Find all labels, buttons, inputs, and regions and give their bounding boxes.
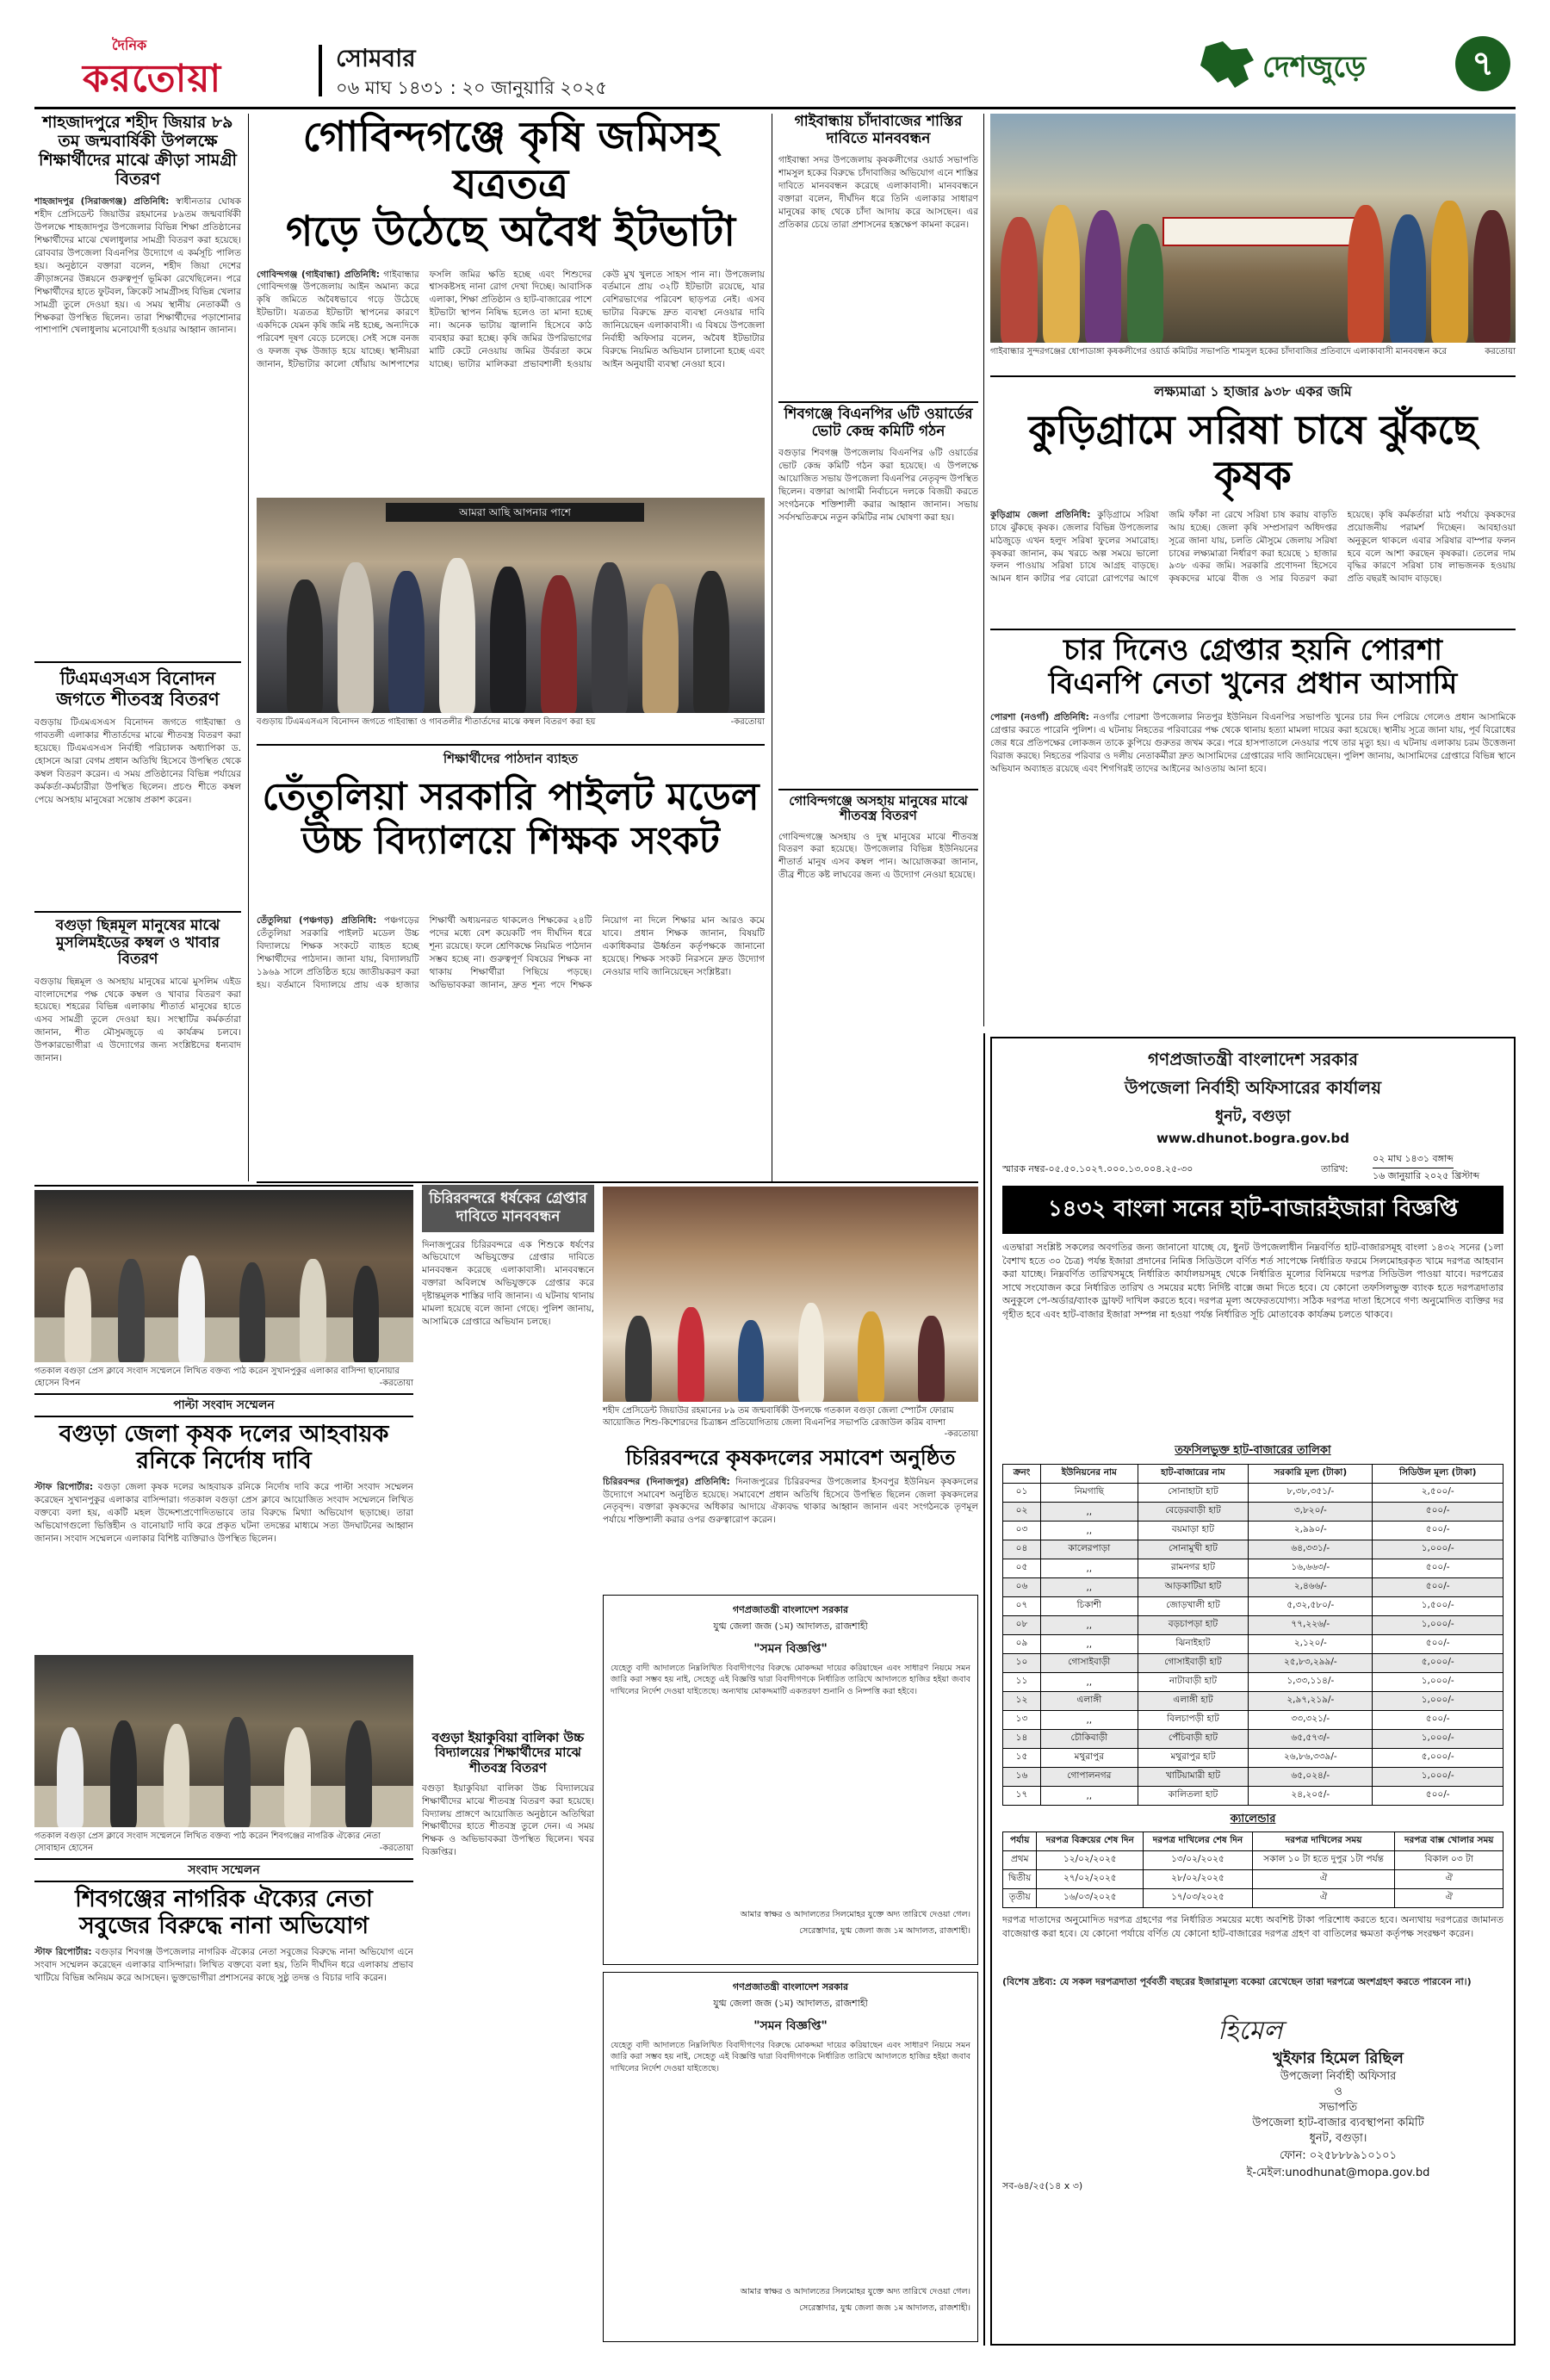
schedule-row [1003, 1540, 1504, 1559]
schedule-cell: ১৫ [1003, 1749, 1041, 1768]
schedule-cell: ০৩ [1003, 1522, 1041, 1540]
schedule-cell: ১৩ [1003, 1711, 1041, 1730]
porsha-dateline: পোরশা (নওগাঁ) প্রতিনিধি: [990, 712, 1089, 723]
protest-photo-caption: গাইবান্ধার সুন্দরগঞ্জের ধোপাডাঙ্গা কৃষকলীগের ওয়ার্ড কমিটির সভাপতি শামসুল হকের চাঁদাবাজির প্রতিবাদে এলাকাবাসী মানববন্ধন করে [990, 347, 1448, 356]
schedule-cell: সোনামুখী হাট [1138, 1540, 1249, 1559]
porsha-headline-1: চার দিনেও গ্রেপ্তার হয়নি পোরশা [1063, 633, 1442, 667]
schedule-cell: খাটিয়ামারী হাট [1138, 1768, 1249, 1787]
schedule-cell: চৌকিবাড়ী [1040, 1730, 1138, 1749]
col3-story-headline: চিরিরবন্দরে ধর্ষকের গ্রেপ্তার দাবিতে মানববন্ধন [429, 1190, 587, 1226]
schedule-header-row [1003, 1465, 1504, 1484]
left-band-rule [34, 1185, 413, 1187]
mustard-dateline: কুড়িগ্রাম জেলা প্রতিনিধি: [990, 509, 1091, 520]
schedule-body [1003, 1484, 1504, 1806]
lead-dateline: গোবিন্দগঞ্জ (গাইবান্ধা) প্রতিনিধি: [257, 269, 380, 280]
notice2-seal: আমার স্বাক্ষর ও আদালতের সিলমোহর যুক্তে অদ্য তারিখে দেওয়া গেল। [740, 2287, 970, 2296]
calendar-cell: ২৮/০২/২০২৫ [1144, 1870, 1253, 1889]
schedule-cell: ,, [1040, 1559, 1138, 1578]
schedule-cell: ১,৩৩,১১৪/- [1249, 1673, 1373, 1692]
samabesh-body-wrap [603, 1476, 978, 1571]
col4-story-govindaganj [778, 794, 978, 1181]
porsha-body-wrap [990, 711, 1516, 1013]
calendar-cell: সকাল ১০ টা হতে দুপুর ১টা পর্যন্ত [1252, 1851, 1395, 1870]
logo-small-text: দৈনিক [112, 37, 147, 53]
schedule-cell: ৫০০/- [1373, 1503, 1504, 1522]
notice2-court: যুগ্ম জেলা জজ (১ম) আদালত, রাজশাহী [713, 1998, 868, 2009]
bangladesh-map-icon [1197, 40, 1257, 90]
shibganj-dateline: স্টাফ রিপোর্টার: [34, 1947, 92, 1958]
schedule-cell: মথুরাপুর [1040, 1749, 1138, 1768]
shibganj-press-story [34, 1858, 413, 2340]
section-name: দেশজুড়ে [1262, 50, 1367, 84]
schedule-row [1003, 1635, 1504, 1654]
calendar-cell: ঐ [1252, 1889, 1395, 1908]
col-divider-1 [248, 114, 249, 1181]
signatory-name: খুইফার হিমেল রিছিল [1273, 2049, 1404, 2067]
schedule-cell: ৩৩,৩২১/- [1249, 1711, 1373, 1730]
col3-story2-body: বগুড়া ইয়াকুবিয়া বালিকা উচ্চ বিদ্যালয়ের শিক্ষার্থীদের মাঝে শীতবস্ত্র বিতরণ করা হয়েছে। বিদ্যালয় প্রাঙ্গণে আয়োজিত অনুষ্ঠানে অতিথিরা শিক্ষার্থীদের হাতে শীতবস্ত্র তুলে দেন। এ সময় শিক্ষক ও অভিভাবকরা উপস্থিত ছিলেন। খবর বিজ্ঞপ্তির। [422, 1782, 594, 1858]
col1-story-sports [34, 114, 241, 656]
schedule-cell: ,, [1040, 1711, 1138, 1730]
schedule-row [1003, 1730, 1504, 1749]
schedule-row [1003, 1484, 1504, 1503]
tender-ad [990, 1037, 1516, 2346]
newspaper-logo [60, 34, 319, 100]
press-photo-2-caption: গতকাল বগুড়া প্রেস ক্লাবে সংবাদ সম্মেলনে লিখিত বক্তব্য পাঠ করেন শিবগঞ্জের নাগরিক ঐক্যের নেতা সোবাহান হোসেন [34, 1831, 381, 1853]
lead-photo-banner [386, 503, 644, 522]
col3-story2-headline: বগুড়া ইয়াকুবিয়া বালিকা উচ্চ বিদ্যালয়ের শিক্ষার্থীদের মাঝে শীতবস্ত্র বিতরণ [431, 1730, 585, 1776]
tender-terms: দরপত্র দাতাদের অনুমোদিত দরপত্র গ্রহণের পর নির্ধারিত সময়ের মধ্যে অবশিষ্ট টাকা পরিশোধ করতে হবে। অন্যথায় দরপত্রের জামানত বাজেয়াপ্ত করা হবে। যে কোনো পর্যায়ে বর্ণিত যে কোনো হাট-বাজারের দরপত্র গ্রহণ বা বাতিলের ক্ষমতা কর্তৃপক্ষ সংরক্ষণ করেন। [1002, 1914, 1504, 1939]
col4-story3-body: গোবিন্দগঞ্জে অসহায় ও দুস্থ মানুষের মাঝে শীতবস্ত্র বিতরণ করা হয়েছে। উপজেলার বিভিন্ন ইউনিয়নের শীতার্ত মানুষ এসব কম্বল পান। আয়োজকরা জানান, তীব্র শীতে কষ্ট লাঘবের জন্য এ উদ্যোগ নেওয়া হয়েছে। [778, 831, 978, 881]
schedule-cell: কালিতলা হাট [1138, 1787, 1249, 1806]
schedule-cell: ৭৭,২২৬/- [1249, 1616, 1373, 1635]
krishak-dateline: স্টাফ রিপোর্টার: [34, 1482, 94, 1493]
shibganj-body: বগুড়ার শিবগঞ্জ উপজেলার নাগরিক ঐক্যের নেতা সবুজের বিরুদ্ধে নানা অভিযোগ এনে সংবাদ সম্মেলন করেছেন এলাকার বাসিন্দারা। লিখিত বক্তব্যে বলা হয়, তিনি দীর্ঘদিন ধরে এলাকায় প্রভাব খাটিয়ে বিভিন্ন অনিয়ম করে আসছেন। ভুক্তভোগীরা প্রশাসনের কাছে সুষ্ঠু তদন্ত ও বিচার দাবি করেন। [34, 1947, 413, 1983]
calendar-cell: ২৭/০২/২০২৫ [1037, 1870, 1144, 1889]
masthead-weekday: সোমবার [336, 44, 416, 72]
schedule-cell: ,, [1040, 1616, 1138, 1635]
schedule-col-header: সিডিউল মূল্য (টাকা) [1373, 1465, 1504, 1484]
schedule-col-header: সরকারি মূল্য (টাকা) [1249, 1465, 1373, 1484]
schedule-cell: ,, [1040, 1578, 1138, 1597]
calendar-row [1003, 1870, 1504, 1889]
col1-dateline: শাহজাদপুর (সিরাজগঞ্জ) প্রতিনিধি: [34, 196, 170, 208]
schedule-row [1003, 1749, 1504, 1768]
calendar-cell: ঐ [1252, 1870, 1395, 1889]
schedule-cell: ,, [1040, 1522, 1138, 1540]
tender-phone: ফোন: ০২৫৮৮৮৯১০১০১ [1279, 2149, 1398, 2162]
schedule-cell: এলাঙ্গী [1040, 1692, 1138, 1711]
tender-email[interactable]: ই-মেইল:unodhunat@mopa.gov.bd [1246, 2166, 1430, 2179]
lead-body: গাইবান্ধার গোবিন্দগঞ্জ উপজেলায় আইন অমান্য করে কৃষি জমিতে অবৈধভাবে গড়ে উঠেছে ইটভাটা। যত্রতত্র ইটভাটা স্থাপনের কারণে একদিকে যেমন কৃষি জমি নষ্ট হচ্ছে, অন্যদিকে পরিবেশ দূষণ বেড়ে চলেছে। সেই সঙ্গে বনজ ও ফলজ বৃক্ষ উজাড় হয়ে যাচ্ছে। স্থানীয়রা জানান, ইটভাটার কালো ধোঁয়ায় আশপাশের ফসলি জমির ক্ষতি হচ্ছে এবং শিশুদের শ্বাসকষ্টসহ নানা রোগ দেখা দিচ্ছে। আবাসিক এলাকা, শিক্ষা প্রতিষ্ঠান ও হাট-বাজারের পাশে ইটভাটা স্থাপন নিষিদ্ধ হলেও তা মানা হচ্ছে না। অনেক ভাটায় জ্বালানি হিসেবে কাঠ ব্যবহার করা হচ্ছে। কৃষি জমির উপরিভাগের মাটি কেটে নেওয়ায় জমির উর্বরতা কমে যাচ্ছে। ভাটার মালিকরা প্রভাবশালী হওয়ায় কেউ মুখ খুলতে সাহস পান না। উপজেলায় বর্তমানে প্রায় ৩২টি ইটভাটা রয়েছে, যার বেশিরভাগের পরিবেশ ছাড়পত্র নেই। এসব ভাটার বিরুদ্ধে দ্রুত ব্যবস্থা নেওয়ার দাবি জানিয়েছেন এলাকাবাসী। এ বিষয়ে উপজেলা নির্বাহী অফিসার বলেন, অবৈধ ইটভাটার বিরুদ্ধে নিয়মিত অভিযান চালানো হচ্ছে এবং আইন অনুযায়ী ব্যবস্থা নেওয়া হবে। [257, 269, 765, 369]
porsha-headline-2: বিএনপি নেতা খুনের প্রধান আসামি [1048, 666, 1458, 702]
sig-title-3: সভাপতি [1318, 2101, 1358, 2114]
notice1-title: "সমন বিজ্ঞপ্তি" [753, 1642, 828, 1656]
tender-signature-block [1002, 2010, 1504, 2199]
protest-photo [990, 114, 1516, 343]
col1-headline: শাহজাদপুরে শহীদ জিয়ার ৮৯ তম জন্মবার্ষিকী উপলক্ষে শিক্ষার্থীদের মাঝে ক্রীড়া সামগ্রী বিতরণ [39, 113, 237, 189]
krishak-headline-1: বগুড়া জেলা কৃষক দলের আহবায়ক [59, 1421, 389, 1447]
calendar-cell: দ্বিতীয় [1003, 1870, 1037, 1889]
col1-sep2 [34, 911, 241, 913]
schedule-cell: জোড়খালী হাট [1138, 1597, 1249, 1616]
porsha-story [990, 634, 1516, 1030]
shibganj-headline-2: সবুজের বিরুদ্ধে নানা অভিযোগ [78, 1912, 369, 1940]
tender-schedule-title: তফসিলভুক্ত হাট-বাজারের তালিকা [1175, 1444, 1331, 1457]
calendar-body [1003, 1851, 1504, 1908]
schedule-cell: ৫,০০০/- [1373, 1654, 1504, 1673]
notice1-header: গণপ্রজাতন্ত্রী বাংলাদেশ সরকার [732, 1604, 849, 1615]
schedule-row [1003, 1522, 1504, 1540]
schedule-cell: গোপালনগর [1040, 1768, 1138, 1787]
schedule-row [1003, 1787, 1504, 1806]
calendar-col-header: দরপত্র দাখিলের সময় [1252, 1832, 1395, 1851]
tender-calendar-table [1002, 1831, 1504, 1908]
tentulia-story [257, 749, 765, 904]
schedule-cell: ২,১২০/- [1249, 1635, 1373, 1654]
lead-photo-banner-text: আমরা আছি আপনার পাশে [459, 506, 571, 518]
masthead [34, 31, 1516, 105]
schedule-cell: এলাঙ্গী হাট [1138, 1692, 1249, 1711]
col1-body-wrap [34, 195, 241, 669]
schedule-cell: বয়মাড়া হাট [1138, 1522, 1249, 1540]
calendar-col-header: দরপত্র বিক্রয়ের শেষ দিন [1037, 1832, 1144, 1851]
col1-story2-body: বগুড়ায় টিএমএসএস বিনোদন জগতে গাইবান্ধা ও গাবতলী এলাকার শীতার্তদের মাঝে শীতবস্ত্র বিতরণ করা হয়েছে। টিএমএসএস নির্বাহী পরিচালক অধ্যাপিকা ড. হোসনে আরা বেগম প্রধান অতিথি হিসেবে উপস্থিত থেকে কম্বল বিতরণ করেন। এ সময় প্রতিষ্ঠানের বিভিন্ন পর্যায়ের কর্মকর্তা-কর্মচারীরা উপস্থিত ছিলেন। প্রচণ্ড শীতে কম্বল পেয়ে অসহায় মানুষেরা সন্তোষ প্রকাশ করেন। [34, 717, 241, 805]
col-divider-right [983, 1033, 985, 2346]
press-photo-1-caption: গতকাল বগুড়া প্রেস ক্লাবে সংবাদ সম্মেলনে লিখিত বক্তব্য পাঠ করেন সুখানপুকুর এলাকার বাসিন্দা ছানোয়ার হোসেন বিপন [34, 1367, 400, 1388]
samabesh-dateline: চিরিরবন্দর (দিনাজপুর) প্রতিনিধি: [603, 1476, 730, 1487]
notice2-body: যেহেতু বাদী আদালতে নিম্নলিখিত বিবাদীগণের বিরুদ্ধে মোকদ্দমা দায়ের করিয়াছেন এবং সাধারণ নিয়মে সমন জারি করা সম্ভব হয় নাই, সেহেতু এই বিজ্ঞপ্তি দ্বারা বিবাদীগণকে নির্ধারিত তারিখে আদালতে হাজির হইয়া জবাব দাখিলের নির্দেশ দেওয়া যাইতেছে। [611, 2041, 970, 2073]
schedule-cell: নাটাবাড়ী হাট [1138, 1673, 1249, 1692]
schedule-cell: ১,০০০/- [1373, 1730, 1504, 1749]
lead-photo-caption-wrap [257, 716, 765, 741]
tender-date-bn: ০২ মাঘ ১৪৩১ বঙ্গাব্দ [1373, 1151, 1454, 1168]
schedule-cell: ১৪ [1003, 1730, 1041, 1749]
tender-date-en: ১৬ জানুয়ারি ২০২৫ খ্রিস্টাব্দ [1373, 1170, 1480, 1181]
schedule-cell: ১৬ [1003, 1768, 1041, 1787]
schedule-cell: ৫০০/- [1373, 1522, 1504, 1540]
calendar-cell: বিকাল ০৩ টা [1395, 1851, 1504, 1870]
masthead-rule [34, 107, 1516, 109]
col4-story-ghaibandha [778, 114, 978, 398]
col4-sep1 [778, 401, 978, 403]
schedule-col-header: হাট-বাজারের নাম [1138, 1465, 1249, 1484]
schedule-cell: পেঁচিবাড়ী হাট [1138, 1730, 1249, 1749]
krishak-dal-story [34, 1393, 413, 1652]
press-photo-2 [34, 1655, 413, 1827]
schedule-cell: ০১ [1003, 1484, 1041, 1503]
col-divider-3 [983, 114, 984, 1026]
tender-gov: গণপ্রজাতন্ত্রী বাংলাদেশ সরকার [1148, 1049, 1358, 1069]
krishak-body: বগুড়া জেলা কৃষক দলের আহবায়ক রনিকে নির্দোষ দাবি করে পাল্টা সংবাদ সম্মেলন করেছেন সুখানপুকুর এলাকার বাসিন্দারা। গতকাল বগুড়া প্রেস ক্লাবে আয়োজিত সংবাদ সম্মেলনে লিখিত বক্তব্যে বলা হয়, একটি মহল উদ্দেশ্যপ্রণোদিতভাবে তার বিরুদ্ধে মিথ্যা অভিযোগ ছড়াচ্ছে। তারা অভিযোগগুলো ভিত্তিহীন ও বানোয়াট দাবি করে প্রকৃত ঘটনা তদন্তের মাধ্যমে সত্য উদঘাটনের আহ্বান জানান। সংবাদ সম্মেলনে এলাকার বিশিষ্ট ব্যক্তিরাও উপস্থিত ছিলেন। [34, 1482, 413, 1544]
schedule-cell: ১২ [1003, 1692, 1041, 1711]
lead-headline-2: গড়ে উঠেছে অবৈধ ইটভাটা [285, 208, 736, 257]
schedule-cell: ৫০০/- [1373, 1559, 1504, 1578]
mustard-body: কুড়িগ্রামে সরিষা চাষে ঝুঁকছে কৃষক। জেলার বিভিন্ন উপজেলার মাঠজুড়ে এখন হলুদ সরিষা ফুলের সমারোহ। কৃষকরা জানান, কম খরচে অল্প সময়ে ভালো ফলন পাওয়ায় সরিষা চাষে আগ্রহ বাড়ছে। আমন ধান কাটার পর বোরো রোপণের আগে জমি ফাঁকা না রেখে সরিষা চাষ করায় বাড়তি আয় হচ্ছে। জেলা কৃষি সম্প্রসারণ অধিদপ্তর সূত্রে জানা যায়, চলতি মৌসুমে জেলায় সরিষা চাষের লক্ষ্যমাত্রা নির্ধারণ করা হয়েছে ১ হাজার ৯৩৮ একর জমি। সরকারি প্রণোদনা হিসেবে কৃষকদের মাঝে বীজ ও সার বিতরণ করা হয়েছে। কৃষি কর্মকর্তারা মাঠ পর্যায়ে কৃষকদের প্রয়োজনীয় পরামর্শ দিচ্ছেন। আবহাওয়া অনুকূলে থাকলে এবার সরিষার বাম্পার ফলন হবে বলে আশা করছেন কৃষকরা। তেলের দাম বৃদ্ধির কারণে সরিষা চাষ লাভজনক হওয়ায় প্রতি বছরই আবাদ বাড়ছে। [990, 509, 1516, 585]
schedule-cell: ২,৯৯০/- [1249, 1522, 1373, 1540]
schedule-cell: ২৬,৮৬,৩৩৯/- [1249, 1749, 1373, 1768]
schedule-cell: ৬৪,৩৩১/- [1249, 1540, 1373, 1559]
tender-website[interactable]: www.dhunot.bogra.gov.bd [1156, 1131, 1350, 1146]
schedule-cell: ১,০০০/- [1373, 1692, 1504, 1711]
schedule-row [1003, 1559, 1504, 1578]
schedule-cell: ,, [1040, 1787, 1138, 1806]
tender-memo: স্মারক নম্বর-০৫.৫০.১০২৭.০০০.১৩.০০৪.২৫-৩০ [1002, 1163, 1194, 1175]
schedule-row [1003, 1578, 1504, 1597]
schedule-cell: ০৭ [1003, 1597, 1041, 1616]
schedule-cell: ২,৯৭,২১৯/- [1249, 1692, 1373, 1711]
schedule-cell: ১০ [1003, 1654, 1041, 1673]
schedule-cell: ২৫,৮৩,২৯৯/- [1249, 1654, 1373, 1673]
sig-title-2: ও [1334, 2086, 1342, 2098]
schedule-cell: গোসাইবাড়ী [1040, 1654, 1138, 1673]
masthead-divider [319, 45, 322, 96]
schedule-cell: কালেরপাড়া [1040, 1540, 1138, 1559]
schedule-row [1003, 1673, 1504, 1692]
schedule-cell: গোসাইবাড়ী হাট [1138, 1654, 1249, 1673]
col3-rape-story [422, 1185, 594, 1719]
press-photo-1 [34, 1190, 413, 1362]
mustard-kicker: লক্ষ্যমাত্রা ১ হাজার ৯৩৮ একর জমি [1154, 383, 1352, 400]
calendar-cell: ১৩/০২/২০২৫ [1144, 1851, 1253, 1870]
shibganj-headline-1: শিবগঞ্জের নাগরিক ঐক্যের নেতা [75, 1886, 373, 1912]
schedule-cell: বেড়েরবাড়ী হাট [1138, 1503, 1249, 1522]
schedule-cell: ২,৫০০/- [1373, 1484, 1504, 1503]
schedule-cell: ৬৫,০২৪/- [1249, 1768, 1373, 1787]
protest-banner [1162, 217, 1361, 246]
schedule-cell: ৬৫,৫৭৩/- [1249, 1730, 1373, 1749]
tender-title: ১৪৩২ বাংলা সনের হাট-বাজারইজারা বিজ্ঞপ্তি [1002, 1186, 1504, 1234]
court-notice-1 [603, 1595, 978, 1965]
schedule-cell: ৫০০/- [1373, 1711, 1504, 1730]
schedule-cell: ০৯ [1003, 1635, 1041, 1654]
schedule-cell: ২৪,২০৫/- [1249, 1787, 1373, 1806]
press-photo-1-credit: -করতোয়া [379, 1378, 413, 1388]
schedule-cell: ১,০০০/- [1373, 1768, 1504, 1787]
schedule-cell: ১,০০০/- [1373, 1616, 1504, 1635]
col4-story2-body: বগুড়ার শিবগঞ্জ উপজেলায় বিএনপির ৬টি ওয়ার্ডের ভোট কেন্দ্র কমিটি গঠন করা হয়েছে। এ উপলক্ষে আয়োজিত সভায় উপজেলা বিএনপির নেতৃবৃন্দ উপস্থিত ছিলেন। বক্তারা আগামী নির্বাচনে দলকে বিজয়ী করতে সংগঠনকে শক্তিশালী করার আহ্বান জানান। সভায় সর্বসম্মতিক্রমে নতুন কমিটির নাম ঘোষণা করা হয়। [778, 448, 978, 523]
schedule-cell: নিমগাছি [1040, 1484, 1138, 1503]
schedule-cell: ১৬,৬৬৩/- [1249, 1559, 1373, 1578]
right-sep2 [990, 629, 1516, 630]
schedule-cell: ঝিনাইহাট [1138, 1635, 1249, 1654]
tender-date-label: তারিখ: [1321, 1163, 1348, 1175]
samabesh-body: দিনাজপুরের চিরিরবন্দর উপজেলার ইসবপুর ইউনিয়ন কৃষকদলের উদ্যোগে সমাবেশ অনুষ্ঠিত হয়েছে। সমাবেশে প্রধান অতিথি হিসেবে উপস্থিত ছিলেন জেলা কৃষকদলের নেতৃবৃন্দ। বক্তারা কৃষকদের অধিকার আদায়ে ঐক্যবদ্ধ থাকার আহ্বান জানান এবং সংগঠনকে তৃণমূল পর্যায়ে শক্তিশালী করার ওপর গুরুত্বারোপ করেন। [603, 1476, 978, 1526]
sig-title-1: উপজেলা নির্বাহী অফিসার [1280, 2070, 1397, 2083]
notice1-footer: সেরেস্তাদার, যুগ্ম জেলা জজ ১ম আদালত, রাজশাহী। [799, 1926, 970, 1936]
col4-story1-headline: গাইবান্ধায় চাঁদাবাজের শাস্তির দাবিতে মানববন্ধন [794, 113, 963, 147]
schedule-cell: মথুরাপুর হাট [1138, 1749, 1249, 1768]
schedule-cell: ০৪ [1003, 1540, 1041, 1559]
schedule-cell: আড়কাটিয়া হাট [1138, 1578, 1249, 1597]
calendar-col-header: পর্যায় [1003, 1832, 1037, 1851]
schedule-row [1003, 1654, 1504, 1673]
col1-sep1 [34, 661, 241, 663]
schedule-cell: ,, [1040, 1673, 1138, 1692]
calendar-row [1003, 1889, 1504, 1908]
schedule-col-header: ক্রনং [1003, 1465, 1041, 1484]
schedule-cell: ৫,৩২,৫৮০/- [1249, 1597, 1373, 1616]
notice2-footer: সেরেস্তাদার, যুগ্ম জেলা জজ ১ম আদালত, রাজশাহী। [799, 2303, 970, 2313]
tender-special-note: (বিশেষ দ্রষ্টব্য: যে সকল দরপত্রদাতা পূর্ববর্তী বছরের ইজারামূল্য বকেয়া রেখেছেন তারা দরপত্রে অংশগ্রহণ করতে পারবেন না।) [1002, 1976, 1472, 1987]
tentulia-kicker: শিক্ষার্থীদের পাঠদান ব্যাহত [443, 751, 579, 766]
art-photo-caption-wrap [603, 1405, 978, 1443]
calendar-cell: ১৬/০৩/২০২৫ [1037, 1889, 1144, 1908]
art-photo-caption: শহীদ প্রেসিডেন্ট জিয়াউর রহমানের ৮৯ তম জন্মবার্ষিকী উপলক্ষে গতকাল বগুড়া জেলা স্পোর্টস ফোরাম আয়োজিত শিশু-কিশোরদের চিত্রাঙ্কন প্রতিযোগিতায় জেলা বিএনপির সভাপতি রেজাউল করিম বাদশা [603, 1406, 954, 1428]
schedule-row [1003, 1616, 1504, 1635]
tentulia-headline-2: উচ্চ বিদ্যালয়ে শিক্ষক সংকট [301, 818, 720, 863]
schedule-cell: ৩,৮২০/- [1249, 1503, 1373, 1522]
tender-ad-code: সব-৬৪/২৫(১৪ x ৩) [1002, 2180, 1083, 2191]
col1-story3-headline: বগুড়া ছিন্নমূল মানুষের মাঝে মুসলিমইডের কম্বল ও খাবার বিতরণ [55, 917, 220, 969]
tentulia-dateline: তেঁতুলিয়া (পঞ্চগড়) প্রতিনিধি: [257, 915, 377, 926]
logo-main-text: করতোয়া [83, 57, 222, 101]
art-competition-photo [603, 1187, 978, 1402]
krishak-headline-2: রনিকে নির্দোষ দাবি [136, 1447, 312, 1475]
lead-headline-1: গোবিন্দগঞ্জে কৃষি জমিসহ যত্রতত্র [302, 113, 719, 209]
col1-story-muslim-aid [34, 918, 241, 1176]
col4-story1-body: গাইবান্ধা সদর উপজেলায় কৃষকলীগের ওয়ার্ড সভাপতি শামসুল হকের বিরুদ্ধে চাঁদাবাজির অভিযোগ এনে শাস্তির দাবিতে মানববন্ধন করেছে এলাকাবাসী। মানববন্ধনে বক্তারা বলেন, দীর্ঘদিন ধরে তিনি এলাকার সাধারণ মানুষের কাছ থেকে চাঁদা আদায় করে আসছেন। এর প্রতিকার চেয়ে তারা প্রশাসনের হস্তক্ষেপ কামনা করেন। [778, 155, 978, 230]
col1-story2-headline: টিএমএসএস বিনোদন জগতে শীতবস্ত্র বিতরণ [56, 668, 220, 710]
lead-photo-caption: বগুড়ায় টিএমএসএস বিনোদন জগতে গাইবান্ধা ও গাবতলীর শীতার্তদের মাঝে কম্বল বিতরণ করা হয় [257, 717, 596, 727]
schedule-cell: ২,৪৬৬/- [1249, 1578, 1373, 1597]
calendar-cell: ১৭/০৩/২০২৫ [1144, 1889, 1253, 1908]
schedule-row [1003, 1503, 1504, 1522]
schedule-cell: ৫,০০০/- [1373, 1749, 1504, 1768]
col4-story-shibganj [778, 406, 978, 785]
sig-title-4: উপজেলা হাট-বাজার ব্যবস্থাপনা কমিটি [1252, 2117, 1424, 2129]
col1-story3-body: বগুড়ায় ছিন্নমূল ও অসহায় মানুষের মাঝে মুসলিম এইড বাংলাদেশের পক্ষ থেকে কম্বল ও খাবার বিতরণ করা হয়েছে। শহরের বিভিন্ন এলাকায় শীতার্ত মানুষের হাতে এসব সামগ্রী তুলে দেওয়া হয়। সংস্থাটির কর্মকর্তারা জানান, শীত মৌসুমজুড়ে এ কার্যক্রম চলবে। উপকারভোগীরা এ উদ্যোগের জন্য সংশ্লিষ্টদের ধন্যবাদ জানান। [34, 976, 241, 1064]
samabesh-headline: চিরিরবন্দরে কৃষকদলের সমাবেশ অনুষ্ঠিত [625, 1446, 956, 1470]
calendar-cell: ঐ [1395, 1889, 1504, 1908]
tentulia-body-wrap [257, 914, 765, 1181]
press-photo-2-caption-wrap [34, 1831, 413, 1855]
schedule-cell: ১,০০০/- [1373, 1540, 1504, 1559]
notice1-body: যেহেতু বাদী আদালতে নিম্নলিখিত বিবাদীগণের বিরুদ্ধে মোকদ্দমা দায়ের করিয়াছেন এবং সাধারণ নিয়মে সমন জারি করা সম্ভব হয় নাই, সেহেতু এই বিজ্ঞপ্তি দ্বারা বিবাদীগণকে নির্ধারিত তারিখে আদালতে হাজির হইয়া জবাব দাখিলের নির্দেশ দেওয়া যাইতেছে। অন্যথায় মোকদ্দমাটি একতরফা শুনানি ও নিষ্পত্তি করা হইবে। [611, 1664, 970, 1696]
tender-office: উপজেলা নির্বাহী অফিসারের কার্যালয় [1124, 1077, 1381, 1098]
calendar-header-row [1003, 1832, 1504, 1851]
lead-body-wrap [257, 269, 765, 449]
protest-photo-caption-wrap [990, 346, 1516, 372]
art-photo-credit: -করতোয়া [944, 1429, 978, 1439]
col4-story2-headline: শিবগঞ্জে বিএনপির ৬টি ওয়ার্ডের ভোট কেন্দ্র কমিটি গঠন [784, 406, 973, 440]
band-rule [257, 1181, 978, 1183]
krishak-kicker: পাল্টা সংবাদ সম্মেলন [34, 1393, 413, 1417]
schedule-cell: ০৬ [1003, 1578, 1041, 1597]
schedule-cell: ০৮ [1003, 1616, 1041, 1635]
page-number: ৭ [1471, 44, 1494, 84]
schedule-row [1003, 1692, 1504, 1711]
court-notice-2 [603, 1972, 978, 2342]
schedule-cell: ১৭ [1003, 1787, 1041, 1806]
schedule-cell: রামনগর হাট [1138, 1559, 1249, 1578]
col1-story-tmss [34, 668, 241, 906]
notice2-title: "সমন বিজ্ঞপ্তি" [753, 2019, 828, 2033]
mustard-headline: কুড়িগ্রামে সরিষা চাষে ঝুঁকছে কৃষক [1028, 406, 1478, 499]
page-number-badge [1455, 36, 1510, 91]
lead-photo [257, 498, 765, 713]
calendar-cell: ঐ [1395, 1870, 1504, 1889]
calendar-col-header: দরপত্র বাক্স খোলার সময় [1395, 1832, 1504, 1851]
lead-sep [257, 744, 765, 746]
schedule-cell: ,, [1040, 1503, 1138, 1522]
right-sep1 [990, 375, 1516, 377]
masthead-date: ০৬ মাঘ ১৪৩১ : ২০ জানুয়ারি ২০২৫ [336, 77, 608, 98]
section-tab [1197, 36, 1516, 91]
signature-script: হিমেল [1218, 2016, 1283, 2046]
calendar-cell: তৃতীয় [1003, 1889, 1037, 1908]
schedule-cell: ৫০০/- [1373, 1787, 1504, 1806]
schedule-col-header: ইউনিয়নের নাম [1040, 1465, 1138, 1484]
col4-sep2 [778, 789, 978, 790]
krishak-samabesh-story [603, 1447, 978, 1590]
schedule-cell: ১১ [1003, 1673, 1041, 1692]
protest-photo-credit: করতোয়া [1485, 347, 1516, 356]
schedule-cell: সোনাহাটা হাট [1138, 1484, 1249, 1503]
schedule-cell: ০৫ [1003, 1559, 1041, 1578]
tender-intro: এতদ্বারা সংশ্লিষ্ট সকলের অবগতির জন্য জানানো যাচ্ছে যে, ধুনট উপজেলাধীন নিম্নবর্ণিত হাট-বাজারসমূহ বাংলা ১৪৩২ সনের (১লা বৈশাখ হতে ৩০ চৈত্র) পর্যন্ত ইজারা প্রদানের নিমিত্ত সিডিউলে বর্ণিত শর্ত সাপেক্ষে নির্ধারিত ফরমে সিলমোহরকৃত খামে দরপত্র আহবান করা যাচ্ছে। নিম্নবর্ণিত তারিখসমূহে নির্ধারিত কার্যালয়সমূহ থেকে নির্ধারিত মূল্যের বিনিময়ে দরপত্র সিডিউল পাওয়া যাবে। দরপত্রের সাথে সংযোজন করে নির্ধারিত তারিখ ও সময়ের মধ্যে নির্দিষ্ট বাক্সে জমা দিতে হবে। যে কোনো তফসিলভুক্ত ব্যাংক হতে দরপত্রদাতার অনুকূলে পে-অর্ডার/ব্যাংক ড্রাফট দাখিল করতে হবে। দরপত্র মূল্য অফেরতযোগ্য। সঠিক দরপত্র দাতা হিসেবে গণ্য অনুমোদিত ব্যক্তির দর গৃহীত হবে এবং হাট-বাজার ইজারা সম্পন্ন না হওয়া পর্যন্ত নির্ধারিত সূচি মোতাবেক কার্যক্রম চলতে থাকবে। [1002, 1242, 1504, 1321]
schedule-row [1003, 1597, 1504, 1616]
schedule-cell: ৮,৩৮,৩৫১/- [1249, 1484, 1373, 1503]
calendar-cell: ১২/০২/২০২৫ [1037, 1851, 1144, 1870]
col3-story-headline-box [422, 1185, 594, 1232]
col4-story3-headline: গোবিন্দগঞ্জে অসহায় মানুষের মাঝে শীতবস্ত্র বিতরণ [789, 793, 968, 824]
shibganj-body-wrap [34, 1946, 413, 2316]
krishak-body-wrap [34, 1481, 413, 1636]
tender-memo-row [1002, 1151, 1504, 1186]
col3-story-body: দিনাজপুরের চিরিরবন্দরে এক শিশুকে ধর্ষণের অভিযোগে অভিযুক্তের গ্রেপ্তার দাবিতে মানববন্ধন করেছে এলাকাবাসী। মানববন্ধনে বক্তারা অবিলম্বে অভিযুক্তকে গ্রেপ্তার করে দৃষ্টান্তমূলক শাস্তির দাবি জানান। এ ঘটনায় থানায় মামলা হয়েছে বলে জানা গেছে। পুলিশ জানায়, আসামিকে গ্রেপ্তারে অভিযান চলছে। [422, 1239, 594, 1327]
shibganj-kicker: সংবাদ সম্মেলন [34, 1858, 413, 1882]
schedule-cell: ৫০০/- [1373, 1635, 1504, 1654]
sig-title-5: ধুনট, বগুড়া। [1309, 2132, 1367, 2145]
schedule-row [1003, 1711, 1504, 1730]
schedule-row [1003, 1768, 1504, 1787]
press-photo-2-credit: -করতোয়া [379, 1843, 413, 1853]
schedule-cell: বড়চাপড়া হাট [1138, 1616, 1249, 1635]
tender-schedule-table [1002, 1464, 1504, 1806]
schedule-cell: চিকাশী [1040, 1597, 1138, 1616]
notice2-header: গণপ্রজাতন্ত্রী বাংলাদেশ সরকার [732, 1981, 849, 1993]
press-photo-1-caption-wrap [34, 1366, 413, 1390]
tender-place: ধুনট, বগুড়া [1215, 1107, 1291, 1125]
schedule-cell: ১,৫০০/- [1373, 1597, 1504, 1616]
lead-photo-credit: -করতোয়া [730, 717, 765, 727]
tentulia-body: পঞ্চগড়ের তেঁতুলিয়া সরকারি পাইলট মডেল উচ্চ বিদ্যালয়ে শিক্ষক সংকটে ব্যাহত হচ্ছে শিক্ষার্থীদের পাঠদান। জানা যায়, বিদ্যালয়টি ১৯৬৯ সালে প্রতিষ্ঠিত হয়ে জাতীয়করণ করা হয়। বর্তমানে বিদ্যালয়ে প্রায় এক হাজার শিক্ষার্থী অধ্যয়নরত থাকলেও শিক্ষকের ২৪টি পদের মধ্যে বেশ কয়েকটি পদ দীর্ঘদিন ধরে শূন্য রয়েছে। ফলে শ্রেণিকক্ষে নিয়মিত পাঠদান সম্ভব হচ্ছে না। গুরুত্বপূর্ণ বিষয়ের শিক্ষক না থাকায় শিক্ষার্থীরা পিছিয়ে পড়ছে। অভিভাবকরা জানান, দ্রুত শূন্য পদে শিক্ষক নিয়োগ না দিলে শিক্ষার মান আরও কমে যাবে। প্রধান শিক্ষক জানান, বিষয়টি একাধিকবার ঊর্ধ্বতন কর্তৃপক্ষকে জানানো হয়েছে। শিক্ষক সংকট নিরসনে দ্রুত উদ্যোগ নেওয়ার দাবি জানিয়েছেন সংশ্লিষ্টরা। [257, 915, 765, 990]
notice1-seal: আমার স্বাক্ষর ও আদালতের সিলমোহর যুক্তে অদ্য তারিখে দেওয়া গেল। [740, 1910, 970, 1919]
tentulia-headline-1: তেঁতুলিয়া সরকারি পাইলট মডেল [262, 775, 760, 819]
calendar-col-header: দরপত্র দাখিলের শেষ দিন [1144, 1832, 1253, 1851]
schedule-cell: ,, [1040, 1635, 1138, 1654]
notice1-court: যুগ্ম জেলা জজ (১ম) আদালত, রাজশাহী [713, 1621, 868, 1632]
calendar-row [1003, 1851, 1504, 1870]
col1-body: স্বাধীনতার ঘোষক শহীদ প্রেসিডেন্ট জিয়াউর রহমানের ৮৯তম জন্মবার্ষিকী উপলক্ষে শাহজাদপুর উপজেলার বিভিন্ন শিক্ষা প্রতিষ্ঠানের শিক্ষার্থীদের মাঝে খেলাধুলার সামগ্রী বিতরণ করা হয়েছে। রোববার উপজেলা বিএনপির উদ্যোগে এ কর্মসূচি পালিত হয়। অনুষ্ঠানে বক্তারা বলেন, শহীদ জিয়া দেশের ক্রীড়াঙ্গনের উন্নয়নে গুরুত্বপূর্ণ ভূমিকা রেখেছিলেন। পরে শিক্ষার্থীদের হাতে ফুটবল, ক্রিকেট সামগ্রীসহ বিভিন্ন খেলার সামগ্রী তুলে দেওয়া হয়। এ সময় স্থানীয় নেতাকর্মী ও শিক্ষকরা উপস্থিত ছিলেন। তারা শিক্ষার্থীদের পড়াশোনার পাশাপাশি খেলাধুলায় মনোযোগী হওয়ার আহ্বান জানান। [34, 196, 241, 336]
schedule-cell: ৫০০/- [1373, 1578, 1504, 1597]
tender-calendar-title: ক্যালেন্ডার [1230, 1813, 1276, 1825]
calendar-cell: প্রথম [1003, 1851, 1037, 1870]
schedule-cell: ০২ [1003, 1503, 1041, 1522]
porsha-body: নওগাঁর পোরশা উপজেলার নিতপুর ইউনিয়ন বিএনপির সভাপতি খুনের চার দিন পেরিয়ে গেলেও প্রধান আসামিকে গ্রেপ্তার করতে পারেনি পুলিশ। এ ঘটনায় নিহতের পরিবারের পক্ষ থেকে থানায় হত্যা মামলা দায়ের করা হয়েছে। স্থানীয় সূত্রে জানা যায়, পূর্ব বিরোধের জের ধরে প্রতিপক্ষের লোকজন তাকে কুপিয়ে গুরুতর জখম করে। পরে হাসপাতালে নেওয়ার পথে তার মৃত্যু হয়। এ ঘটনায় এলাকায় চরম উত্তেজনা বিরাজ করছে। নিহতের পরিবার ও দলীয় নেতাকর্মীরা দ্রুত আসামিদের গ্রেপ্তারের দাবি জানিয়েছেন। পুলিশ জানায়, আসামিদের গ্রেপ্তারে বিভিন্ন স্থানে অভিযান অব্যাহত রয়েছে এবং শিগগিরই তাদের আইনের আওতায় আনা হবে। [990, 712, 1516, 774]
schedule-cell: ১,০০০/- [1373, 1673, 1504, 1692]
col3-yakubia-story [422, 1731, 594, 2334]
schedule-cell: বিলচাপড়ী হাট [1138, 1711, 1249, 1730]
